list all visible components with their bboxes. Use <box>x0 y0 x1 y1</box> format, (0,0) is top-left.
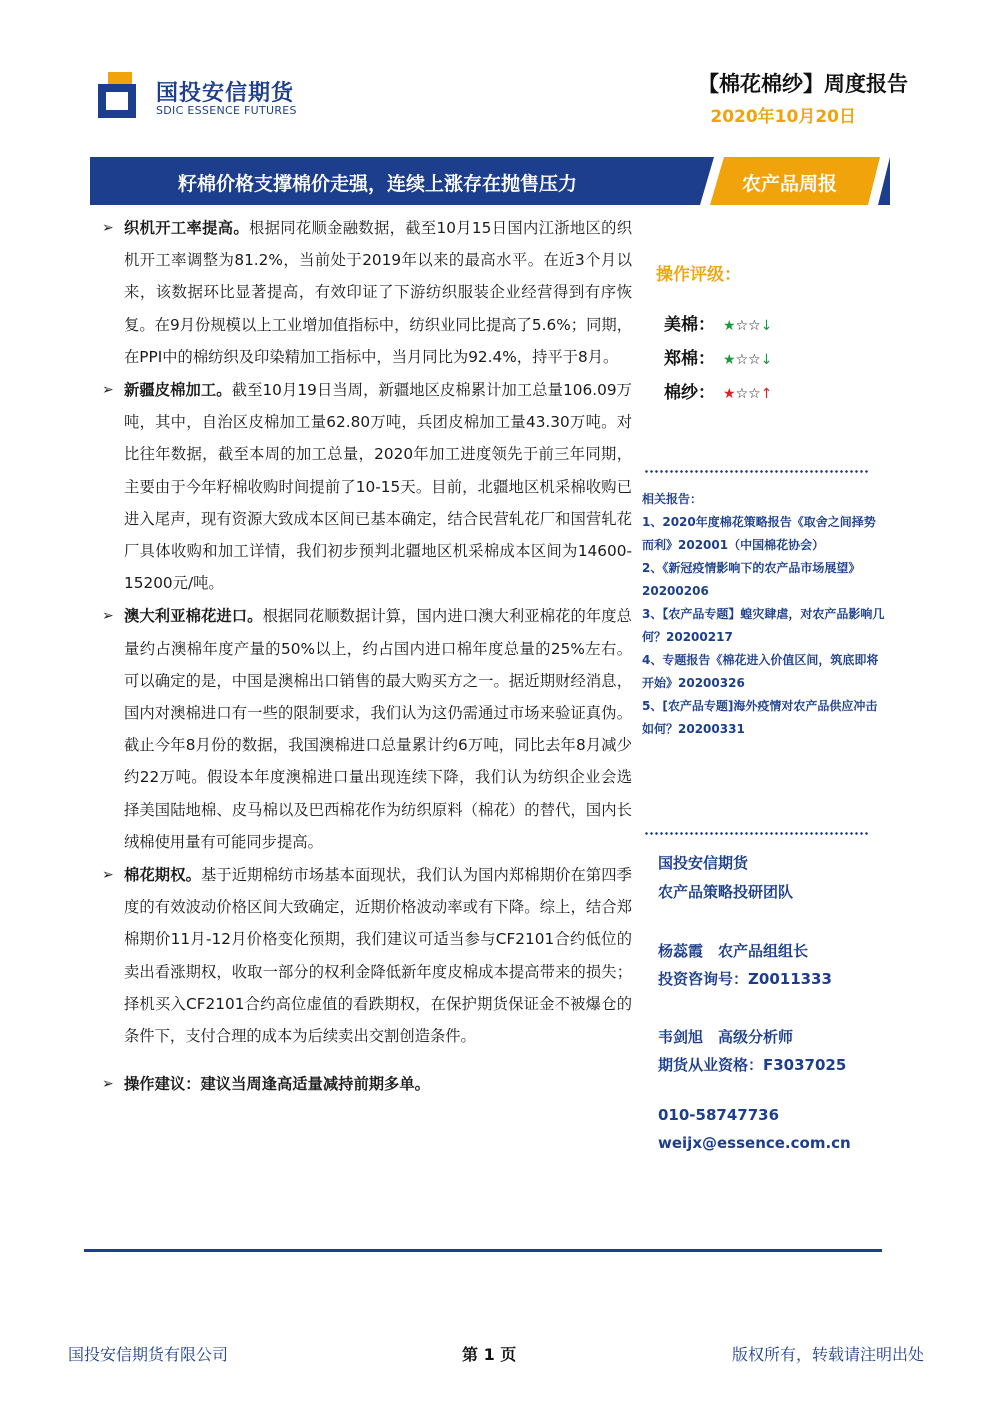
contact-email[interactable]: weijx@essence.com.cn <box>658 1134 851 1152</box>
report-date: 2020年10月20日 <box>710 107 856 127</box>
arrow-bullet-icon: ➢ <box>102 220 114 236</box>
category-tag: 农产品周报 <box>742 173 838 195</box>
arrow-bullet-icon: ➢ <box>102 1076 114 1093</box>
team-group: 农产品策略投研团队 <box>658 883 794 901</box>
rating-row-us-cotton <box>664 310 772 335</box>
paragraph-heading: 澳大利亚棉花进口。 <box>124 607 263 626</box>
paragraph-text: 根据同花顺数据计算，国内进口澳大利亚棉花的年度总量约占澳棉年度产量的50%以上，约占国内进口棉年度总量的25%左右。可以确定的是，中国是澳棉出口销售的最大购买方之一。据近期财经消息，国内对澳棉进口有一些的限制要求，我们认为这仍需通过市场来验证真伪。截止今年8月份的数据，我国澳棉进口总量累计约6万吨，同比去年8月减少约22万吨。假设本年度澳棉进口量出现连续下降，我们认为纺织企业会选择美国陆地棉、皮马棉以及巴西棉花作为纺织原料（棉花）的替代，国内长绒棉使用量有可能同步提高。 <box>124 607 632 851</box>
footer-copyright: 版权所有，转载请注明出处 <box>731 1345 924 1364</box>
related-report-link[interactable]: 2、《新冠疫情影响下的农产品市场展望》20200206 <box>642 561 861 598</box>
advice-text: 操作建议：建议当周逢高适量减持前期多单。 <box>124 1075 430 1094</box>
rating-stars <box>723 386 772 402</box>
star-filled-icon: ★ <box>723 386 736 402</box>
rating-name: 美棉： <box>664 315 715 335</box>
paragraph-heading: 织机开工率提高。 <box>124 219 249 237</box>
footer-divider <box>84 1249 882 1252</box>
paragraph <box>100 374 632 599</box>
analyst-license: 投资咨询号：Z0011333 <box>658 970 832 988</box>
title-banner <box>90 157 890 205</box>
company-logo <box>98 70 298 126</box>
rating-row-zhengzhou-cotton <box>664 344 772 369</box>
analyst-name: 杨蕊霞 农产品组组长 <box>658 942 809 960</box>
star-filled-icon: ★ <box>723 318 736 334</box>
arrow-bullet-icon: ➢ <box>102 608 114 625</box>
paragraph <box>100 859 632 1052</box>
logo-mark-icon <box>98 72 146 120</box>
footer-company: 国投安信期货有限公司 <box>68 1345 229 1364</box>
page-title: 籽棉价格支撑棉价走强，连续上涨存在抛售压力 <box>178 173 578 195</box>
contact-phone: 010-58747736 <box>658 1106 780 1124</box>
operation-advice <box>100 1068 632 1100</box>
dotted-divider <box>644 470 870 473</box>
logo-name-en: SDIC ESSENCE FUTURES <box>156 104 297 117</box>
related-report-link[interactable]: 5、[农产品专题]海外疫情对农产品供应冲击如何？20200331 <box>642 699 878 736</box>
star-empty-icon: ☆☆ <box>735 352 761 368</box>
rating-row-cotton-yarn <box>664 378 772 403</box>
rating-stars <box>723 352 772 368</box>
related-report-link[interactable]: 3、【农产品专题】蝗灾肆虐，对农产品影响几何？20200217 <box>642 607 885 644</box>
paragraph-text: 截至10月19日当周，新疆地区皮棉累计加工总量106.09万吨，其中，自治区皮棉加工量62.80万吨，兵团皮棉加工量43.30万吨。对比往年数据，截至本周的加工总量，2020年加工进度领先于前三年同期，主要由于今年籽棉收购时间提前了10-15天。目前，北疆地区机采棉收购已进入尾声，现有资源大致成本区间已基本确定，结合民营轧花厂和国营轧花厂具体收购和加工详情，我们初步预判北疆地区机采棉成本区间为14600-15200元/吨。 <box>124 381 632 593</box>
arrow-up-icon: ↑ <box>760 386 773 402</box>
arrow-bullet-icon: ➢ <box>102 382 114 399</box>
related-report-link[interactable]: 1、2020年度棉花策略报告《取舍之间择势而利》202001（中国棉花协会） <box>642 515 876 552</box>
rating-name: 郑棉： <box>664 349 715 369</box>
paragraph-text: 根据同花顺金融数据，截至10月15日国内江浙地区的织机开工率调整为81.2%，当前处于2019年以来的最高水平。在近3个月以来，该数据环比显著提高，有效印证了下游纺织服装企业经营得到有序恢复。在9月份规模以上工业增加值指标中，纺织业同比提高了5.6%；同期，在PPI中的棉纺织及印染精加工指标中，当月同比为92.4%，持平于8月。 <box>124 219 632 366</box>
main-content <box>100 212 632 1101</box>
paragraph-heading: 棉花期权。 <box>124 866 201 885</box>
analyst-license: 期货从业资格：F3037025 <box>658 1056 847 1074</box>
arrow-down-icon: ↓ <box>760 318 773 334</box>
rating-stars <box>723 318 772 334</box>
related-report-link[interactable]: 4、专题报告《棉花进入价值区间，筑底即将开始》20200326 <box>642 653 879 690</box>
paragraph <box>100 600 632 858</box>
paragraph-text: 基于近期棉纺市场基本面现状，我们认为国内郑棉期价在第四季度的有效波动价格区间大致确定，近期价格波动率或有下降。综上，结合郑棉期价11月-12月价格变化预期，我们建议可适当参与CF2101合约低位的卖出看涨期权，收取一部分的权利金降低新年度皮棉成本提高带来的损失；择机买入CF2101合约高位虚值的看跌期权，在保护期货保证金不被爆仓的条件下，支付合理的成本为后续卖出交割创造条件。 <box>124 866 632 1046</box>
arrow-bullet-icon: ➢ <box>102 867 114 884</box>
related-reports-title: 相关报告： <box>642 492 703 506</box>
star-empty-icon: ☆☆ <box>735 318 761 334</box>
logo-name-cn: 国投安信期货 <box>156 81 295 106</box>
rating-title: 操作评级： <box>656 265 741 285</box>
star-filled-icon: ★ <box>723 352 736 368</box>
star-empty-icon: ☆☆ <box>735 386 761 402</box>
paragraph-heading: 新疆皮棉加工。 <box>124 381 232 400</box>
arrow-down-icon: ↓ <box>760 352 773 368</box>
page-number: 第 1 页 <box>462 1345 517 1364</box>
report-type: 【棉花棉纱】周度报告 <box>698 72 908 96</box>
paragraph <box>100 212 632 373</box>
rating-name: 棉纱： <box>664 383 715 403</box>
team-company: 国投安信期货 <box>658 854 749 872</box>
analyst-name: 韦剑旭 高级分析师 <box>658 1028 794 1046</box>
dotted-divider <box>644 832 870 835</box>
